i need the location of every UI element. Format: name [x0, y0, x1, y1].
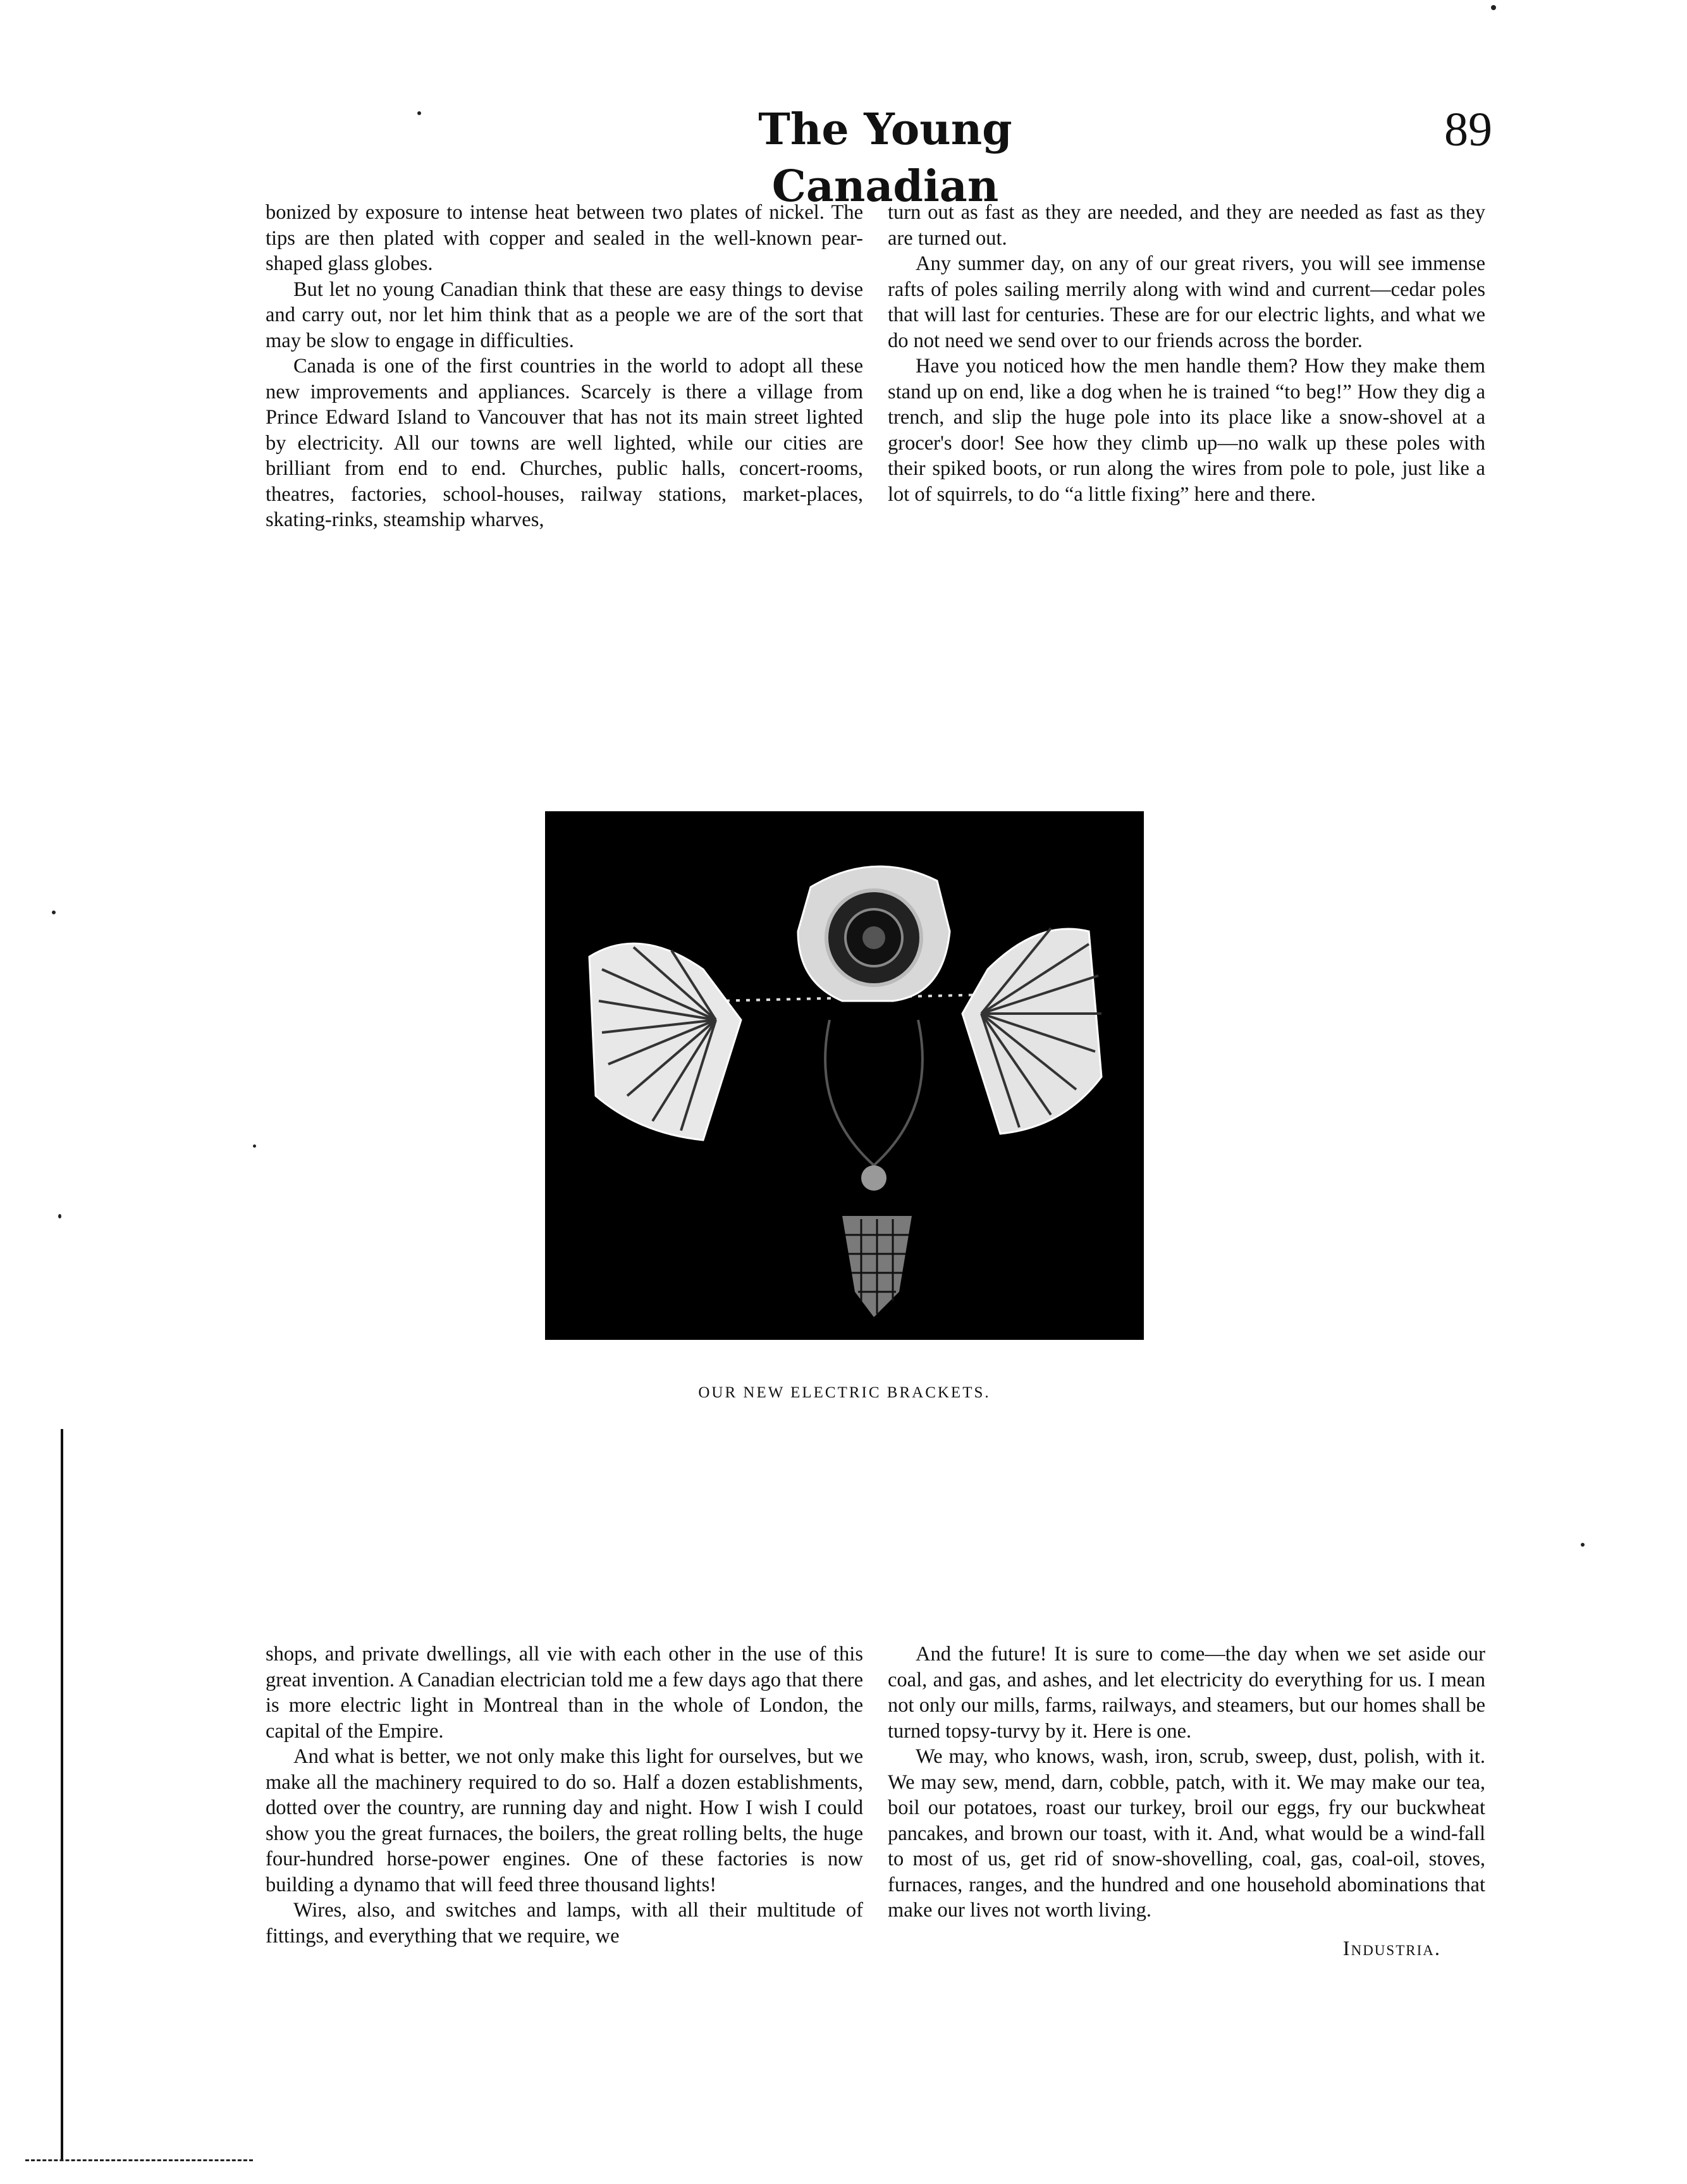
margin-rule	[61, 1429, 63, 2159]
paragraph: Canada is one of the first countries in the world to adopt all these new improvements and appliances. Scarcely is there a village from Prince Edward Island to Vancouver that has not its main street lighted by electricity. All our towns are well lighted, while our cities are brilliant from end to end. Churches, public halls, concert-rooms, theatres, factories, school-houses, railway stations, market-places, skating-rinks, steamship wharves,	[266, 355, 863, 531]
paragraph: And the future! It is sure to come—the day when we set aside our coal, and gas, and ashes, and let electricity do everything for us. I mean not only our mills, farms, railways, and steamers, but our homes shall be turned topsy-turvy by it. Here is one.	[888, 1643, 1485, 1743]
paragraph: We may, who knows, wash, iron, scrub, sweep, dust, polish, with it. We may sew, mend, darn, cobble, patch, with it. We may make our tea, boil our potatoes, roast our turkey, broil our eggs, fry our buckwheat pancakes, and brown our toast, with it. And, what would be a wind-fall to most of us, get rid of snow-shovelling, coal, gas, coal-oil, stoves, furnaces, ranges, and the hundred and one household abominations that make our lives not worth living.	[888, 1745, 1485, 1922]
lower-right-column	[888, 1641, 1485, 1961]
print-speck	[1491, 5, 1496, 10]
margin-rule-foot	[25, 2159, 253, 2163]
electric-brackets-illustration	[545, 811, 1144, 1340]
paragraph: turn out as fast as they are needed, and they are needed as fast as they are turned out.	[888, 201, 1485, 250]
print-speck	[52, 911, 56, 914]
upper-right-column	[888, 200, 1485, 507]
paragraph: Have you noticed how the men handle them? How they make them stand up on end, like a dog when he is trained “to beg!” How they dig a trench, and slip the huge pole into its place like a snow-shovel at a grocer's door! See how they climb up—no walk up these poles with their spiked boots, or run along the wires from pole to pole, just like a lot of squirrels, to do “a little fixing” here and there.	[888, 355, 1485, 506]
upper-left-column	[266, 200, 863, 533]
masthead-title: The Young Canadian	[758, 104, 1012, 212]
page-number: 89	[1444, 103, 1492, 156]
author-signature: Industria.	[1342, 1937, 1441, 1960]
paragraph: Any summer day, on any of our great rivers, you will see immense rafts of poles sailing merrily along with wind and current—cedar poles that will last for centuries. These are for our electric lights, and what we do not need we send over to our friends across the border.	[888, 252, 1485, 352]
print-speck	[1581, 1543, 1585, 1547]
print-speck	[253, 1144, 256, 1148]
center-lamp-shade	[798, 866, 950, 1001]
paragraph: bonized by exposure to intense heat between two plates of nickel. The tips are then plated with copper and sealed in the well-known pear-shaped glass globes.	[266, 201, 863, 275]
lamp-bracket-drawing	[545, 811, 1144, 1340]
print-speck	[417, 111, 421, 115]
print-speck	[58, 1214, 61, 1218]
paragraph: But let no young Canadian think that these are easy things to devise and carry out, nor let him think that as a people we are of the sort that may be slow to engage in difficulties.	[266, 278, 863, 352]
paragraph: shops, and private dwellings, all vie with each other in the use of this great invention. A Canadian electrician told me a few days ago that there is more electric light in Montreal than in the whole of London, the capital of the Empire.	[266, 1643, 863, 1743]
paragraph: Wires, also, and switches and lamps, with all their multitude of fittings, and everything that we require, we	[266, 1899, 863, 1948]
lower-left-column	[266, 1641, 863, 1949]
paragraph: And what is better, we not only make this light for ourselves, but we make all the machinery required to do so. Half a dozen establishments, dotted over the country, are running day and night. How I wish I could show you the great furnaces, the boilers, the great rolling belts, the huge four-hundred horse-power engines. One of these factories is now building a dynamo that will feed three thousand lights!	[266, 1745, 863, 1896]
figure-caption: OUR NEW ELECTRIC BRACKETS.	[698, 1384, 991, 1401]
